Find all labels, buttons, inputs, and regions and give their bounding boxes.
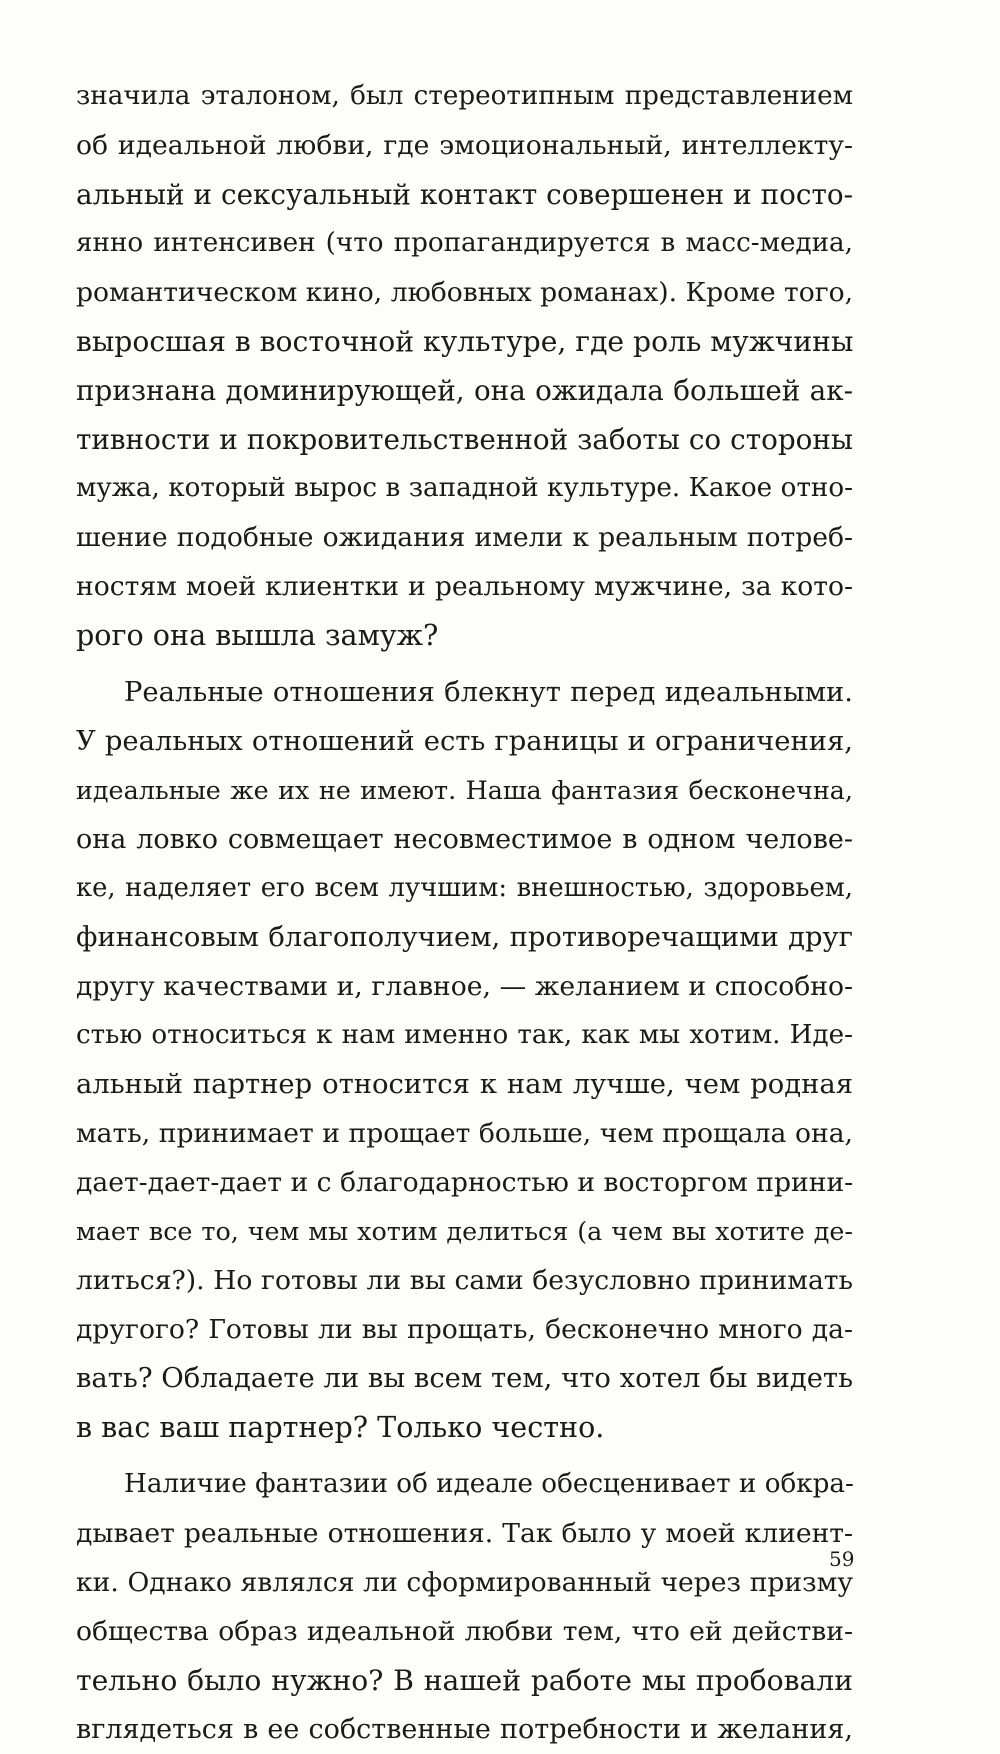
text-line: тивности и покровительственной заботы со стороны [76, 423, 853, 456]
body-text [76, 72, 853, 1754]
text-line: ки. Однако являлся ли сформированный через призму [76, 1567, 853, 1598]
text-line: дывает реальные отношения. Так было у моей клиент- [76, 1518, 853, 1549]
text-line: литься?). Но готовы ли вы сами безусловно принимать [76, 1265, 853, 1296]
text-line: финансовым благополучием, противоречащими друг [76, 922, 853, 953]
text-line: У реальных отношений есть границы и ограничения, [76, 726, 853, 757]
text-line: вглядеться в ее собственные потребности и желания, [76, 1714, 853, 1745]
text-line: романтическом кино, любовных романах). Кроме того, [76, 277, 854, 308]
text-line: в вас ваш партнер? Только честно. [76, 1410, 605, 1444]
text-line: мает все то, чем мы хотим делиться (а чем вы хотите де- [76, 1216, 853, 1246]
text-line: ке, наделяет его всем лучшим: внешностью, здоровьем, [76, 873, 853, 903]
paragraph-1 [76, 72, 853, 660]
text-line: мужа, который вырос в западной культуре. Какое отно- [76, 473, 853, 503]
text-line: выросшая в восточной культуре, где роль мужчины [76, 325, 854, 358]
text-line: другого? Готовы ли вы прощать, бесконечно много да- [76, 1314, 853, 1345]
text-line: Реальные отношения блекнут перед идеальными. [124, 677, 853, 708]
text-line: тельно было нужно? В нашей работе мы пробовали [76, 1664, 853, 1697]
text-line: другу качествами и, главное, — желанием и способно- [76, 971, 853, 1002]
page-number: 59 [829, 1547, 855, 1571]
text-line: признана доминирующей, она ожидала большей ак- [76, 374, 853, 407]
text-line: янно интенсивен (что пропагандируется в масс-медиа, [76, 228, 853, 258]
text-line: идеальные же их не имеют. Наша фантазия бесконечна, [76, 775, 853, 805]
text-line: ностям моей клиентки и реальному мужчине, за кото- [76, 571, 853, 602]
text-line: она ловко совмещает несовместимое в одном челове- [76, 824, 853, 855]
text-line: об идеальной любви, где эмоциональный, интеллекту- [76, 130, 853, 161]
text-line: альный партнер относится к нам лучше, чем родная [76, 1069, 853, 1100]
text-line: рого она вышла замуж? [76, 618, 439, 652]
text-line: Наличие фантазии об идеале обесценивает и обкра- [124, 1469, 854, 1499]
text-line: мать, принимает и прощает больше, чем прощала она, [76, 1118, 853, 1149]
paragraph-2 [76, 668, 853, 1452]
text-line: вать? Обладаете ли вы всем тем, что хотел бы видеть [76, 1363, 853, 1394]
text-line: альный и сексуальный контакт совершенен и посто- [76, 178, 853, 211]
text-line: стью относиться к нам именно так, как мы хотим. Иде- [76, 1020, 853, 1050]
paragraph-3 [76, 1460, 853, 1754]
text-line: шение подобные ожидания имели к реальным потреб- [76, 522, 853, 553]
text-line: общества образ идеальной любви тем, что ей действи- [76, 1616, 853, 1647]
text-line: значила эталоном, был стереотипным представлением [76, 81, 853, 111]
text-line: дает-дает-дает и с благодарностью и восторгом прини- [76, 1167, 854, 1198]
